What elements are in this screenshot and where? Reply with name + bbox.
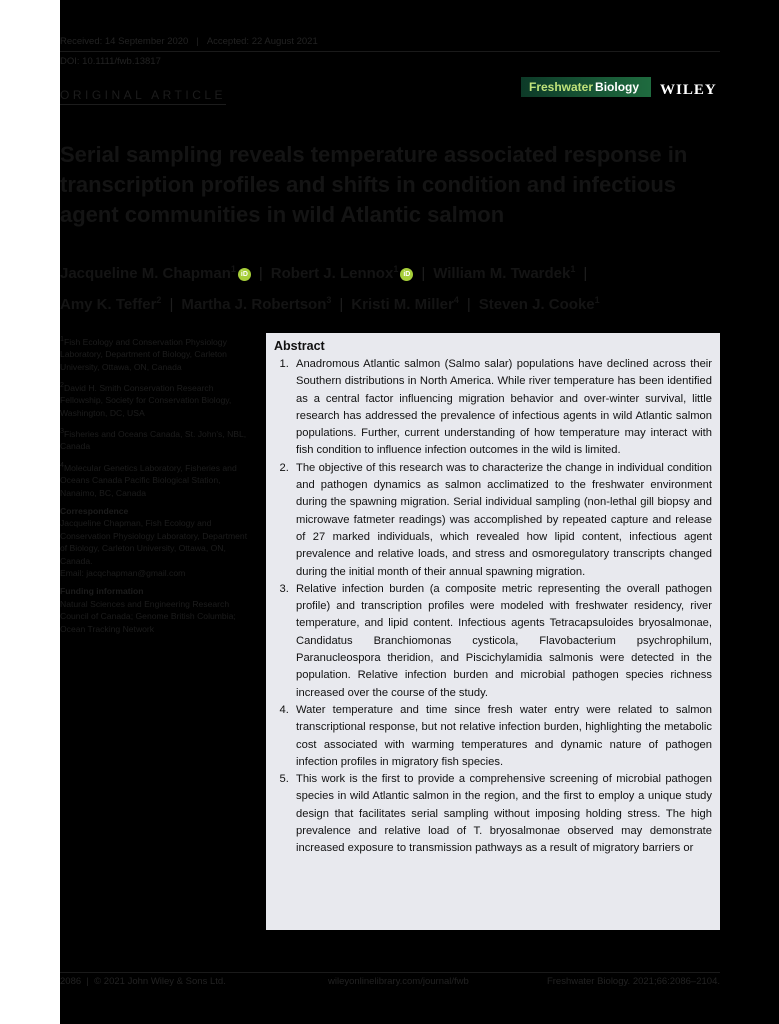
journal-logo-part1: Freshwater: [529, 80, 594, 94]
journal-url[interactable]: wileyonlinelibrary.com/journal/fwb: [328, 976, 469, 987]
author-name[interactable]: Martha J. Robertson: [181, 296, 327, 313]
author-list: Jacqueline M. Chapman$^1$iD | Robert J. Lennox$^1$iD | William M. Twardek$^1$ | Amy K. Teffer$^2$ | Martha J. Robertson$^3$ | Kristi M. Miller$^4$ | Steven J. Cooke$^1$: [60, 264, 600, 313]
publisher-logo[interactable]: WILEY: [660, 82, 717, 98]
author-name[interactable]: William M. Twardek: [433, 265, 571, 282]
author-name[interactable]: Amy K. Teffer: [60, 296, 157, 313]
author-name[interactable]: Robert J. Lennox: [270, 265, 394, 282]
page-number: 2086: [60, 976, 82, 987]
author-name[interactable]: Jacqueline M. Chapman: [60, 265, 231, 282]
copyright: © 2021 John Wiley & Sons Ltd.: [94, 976, 226, 987]
author-name[interactable]: Steven J. Cooke: [478, 296, 595, 313]
funding-heading: Funding information: [60, 586, 144, 597]
orcid-icon[interactable]: iD: [238, 268, 251, 281]
affiliation: $^2$David H. Smith Conservation Research Fellowship, Society for Conservation Biology, Washington, DC, USA: [60, 381, 232, 418]
correspondence-text: Jacqueline Chapman, Fish Ecology and Conservation Physiology Laboratory, Department of Biology, Carleton University, Ottawa, ON, Canada. Email: jacqchapman@gmail.com: [60, 518, 248, 578]
article-sidebar: [60, 333, 250, 641]
journal-logo[interactable]: [521, 77, 651, 97]
footer-left: 2086 | © 2021 John Wiley & Sons Ltd.: [60, 976, 226, 987]
paper-page: [60, 0, 779, 1024]
article-type: ORIGINAL ARTICLE: [60, 88, 226, 105]
affiliation: $^4$Molecular Genetics Laboratory, Fisheries and Oceans Canada Pacific Biological Station, Nanaimo, BC, Canada: [60, 460, 237, 498]
abstract-heading: Abstract: [274, 339, 325, 353]
abstract-box: [266, 333, 720, 930]
abstract-item: 2. The objective of this research was to characterize the change in individual condition and pathogen dynamics as salmon acclimatized to the freshwater environment during the spawning migration. Serial individual sampling (non-lethal gill biopsy and microwave fatmeter readings) was accomplished by repeated capture and release of 27 marked individuals, which revealed how lipid content, infectious agent prevalence and relative loads, and stress and osmoregulatory transcripts changed during the initial month of their annual spawning migration.: [292, 460, 712, 581]
accepted-date: Accepted: 22 August 2021: [206, 36, 318, 47]
article-dates: Received: 14 September 2020 | Accepted: 22 August 2021: [60, 36, 318, 47]
author-name[interactable]: Kristi M. Miller: [351, 296, 454, 313]
affiliation: $^1$Fish Ecology and Conservation Physiology Laboratory, Department of Biology, Carleton University, Ottawa, ON, Canada: [60, 335, 227, 372]
abstract-item: 4. Water temperature and time since fresh water entry were related to salmon transcriptional response, but not relative infection burden, highlighting the metabolic cost associated with warming temperatures and dynamic nature of pathogen infection profiles in migratory fish species.: [292, 702, 712, 771]
journal-logo-part2: Biology: [595, 80, 640, 94]
correspondence-heading: Correspondence: [60, 505, 129, 516]
abstract-list: [274, 356, 712, 858]
abstract-item: 1. Anadromous Atlantic salmon (Salmo salar) populations have declined across their Southern distributions in North America. While river temperature has been identified as a central factor influencing migration behavior and over-winter survival, little research has addressed the prevalence of infectious agents in wild Atlantic salmon populations. Further, current understanding of how temperature may interact with fish condition to influence infection outcomes in the wild is limited.: [292, 356, 712, 460]
correspondence-email[interactable]: Email: jacqchapman@gmail.com: [60, 567, 186, 578]
citation: Freshwater Biology. 2021;66:2086–2104.: [546, 976, 720, 987]
abstract-item: 3. Relative infection burden (a composite metric representing the overall pathogen profile) and transcription profiles were modeled with freshwater residency, river temperature, and lipid content. Infectious agents Tetracapsuloides bryosalmonae, Candidatus Branchiomonas cysticola, Flavobacterium psychrophilum, Paranucleospora theridion, and Piscichylamidia salmonis were detected in the population. Relative infection burden and microbial pathogen species richness increased over the course of the study.: [292, 581, 712, 702]
abstract-item: 5. This work is the first to provide a comprehensive screening of microbial pathogen species in wild Atlantic salmon in the region, and the first to employ a unique study design that facilitates serial sampling without imposing holding stress. The high prevalence and relative load of T. bryosalmonae observed may demonstrate increased exposure to transmission pathways as a result of migratory barriers or: [292, 771, 712, 857]
doi[interactable]: DOI: 10.1111/fwb.13817: [60, 56, 161, 67]
affiliation: $^3$Fisheries and Oceans Canada, St. John's, NBL, Canada: [60, 427, 247, 452]
paper-title: Serial sampling reveals temperature associated response in transcription profiles and shifts in condition and infectious agent communities in wild Atlantic salmon: [60, 142, 688, 227]
footer-rule: [60, 972, 720, 973]
header-rule: [60, 51, 720, 52]
orcid-icon[interactable]: iD: [400, 268, 413, 281]
funding-text: Natural Sciences and Engineering Research Council of Canada; Genome British Columbia; Ocean Tracking Network: [60, 598, 236, 634]
received-date: Received: 14 September 2020: [60, 36, 189, 47]
